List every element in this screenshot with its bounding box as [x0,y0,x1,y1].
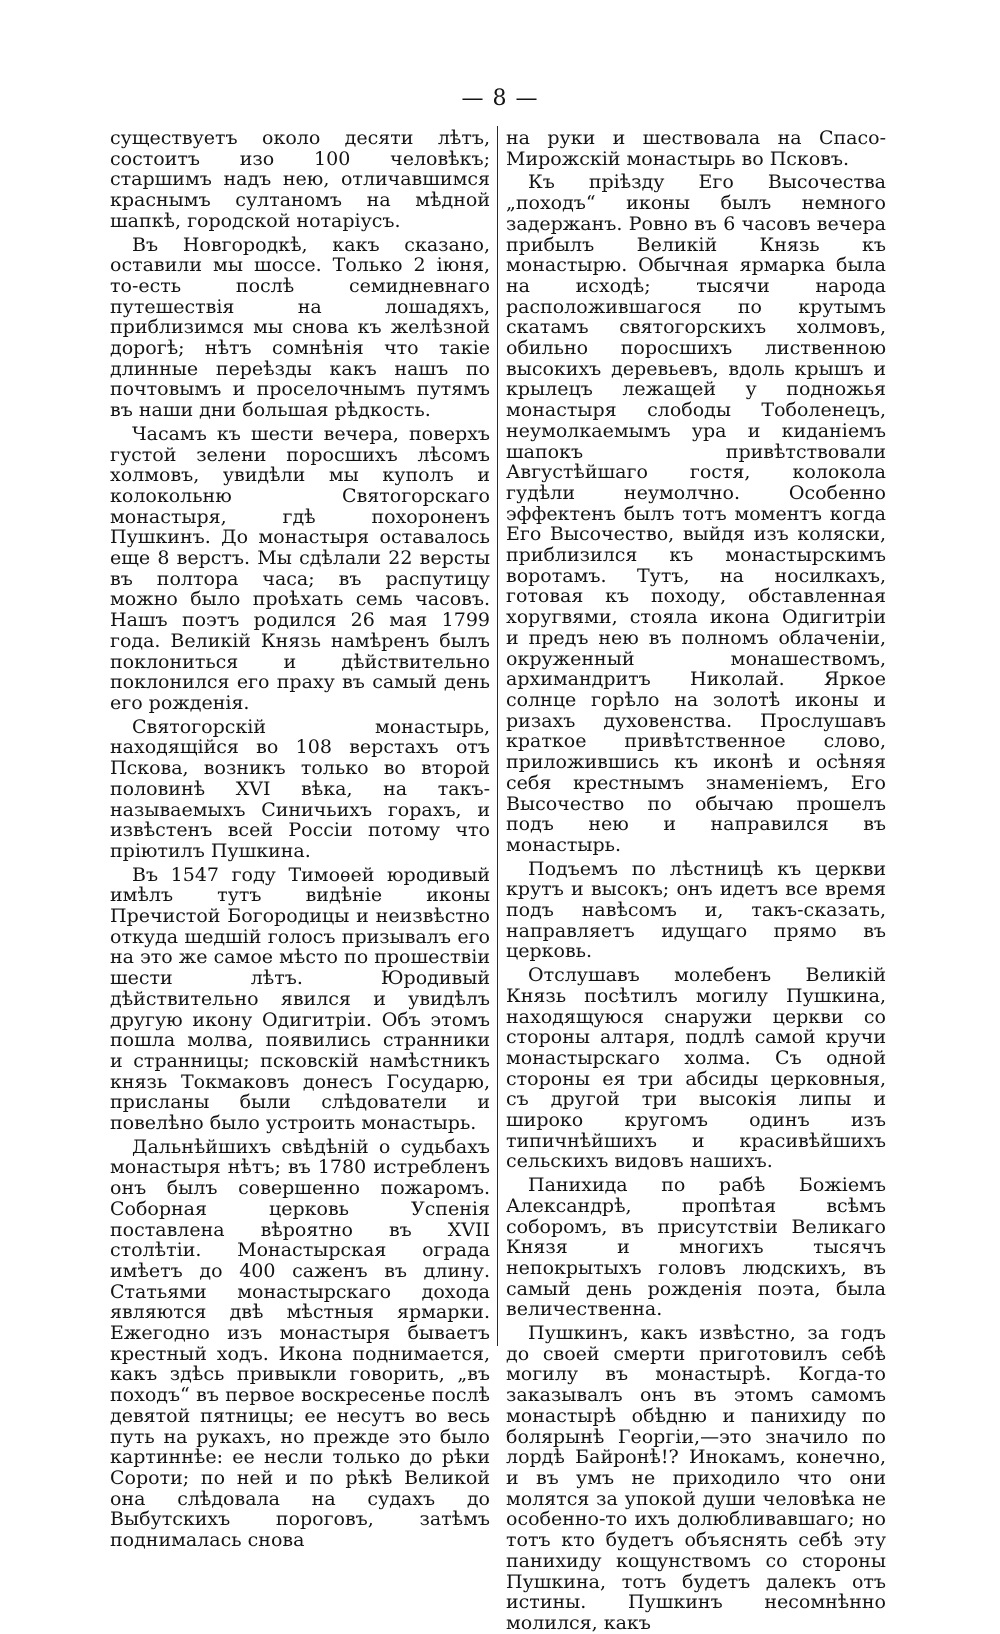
paragraph: существуетъ около десяти лѣтъ, состоитъ изо 100 человѣкъ; старшимъ надъ нею, отличавшимся краснымъ султаномъ на мѣдной шапкѣ, городской нотаріусъ. [110,127,490,232]
paragraph: Святогорскій монастырь, находящійся во 108 верстахъ отъ Пскова, возникъ только во второй половинѣ XVI вѣка, на такъ-называемыхъ Синичьихъ горахъ, и извѣстенъ всей Россіи потому что пріютилъ Пушкина. [110,715,490,862]
paragraph: Дальнѣйшихъ свѣдѣній о судьбахъ монастыря нѣтъ; въ 1780 истребленъ онъ былъ совершенно пожаромъ. Соборная церковь Успенія поставлена вѣроятно въ XVII столѣтіи. Монастырская ограда имѣетъ до 400 саженъ въ длину. Статьями монастырскаго дохода являются двѣ мѣстныя ярмарки. Ежегодно изъ монастыря бываетъ крестный ходъ. Икона поднимается, какъ здѣсь привыкли говорить, „въ походъ“ въ первое воскресенье послѣ девятой пятницы; ее несутъ во весь путь на рукахъ, но прежде это было картиннѣе: ее несли только до рѣки Сороти; по ней и по рѣкѣ Великой она слѣдовала на судахъ до Выбутскихъ пороговъ, затѣмъ поднималась снова [110,1135,490,1552]
paragraph: Пушкинъ, какъ извѣстно, за годъ до своей смерти приготовилъ себѣ могилу въ монастырѣ. Когда-то заказывалъ онъ въ этомъ самомъ монастырѣ обѣдню и панихиду по болярынѣ Георгіи,—это значило по лордѣ Байронѣ!? Инокамъ, конечно, и въ умъ не приходило что они молятся за упокой души человѣка не особенно-то ихъ долюбливавшаго; но тотъ кто будетъ объяснять себѣ эту панихиду кощунствомъ со стороны Пушкина, тотъ будетъ далекъ отъ истины. Пушкинъ несомнѣнно молился, какъ [506,1322,886,1634]
column-divider [497,126,498,1346]
paragraph: Подъемъ по лѣстницѣ къ церкви крутъ и высокъ; онъ идетъ все время подъ навѣсомъ и, такъ-сказать, направляетъ идущаго прямо въ церковь. [506,857,886,963]
left-column [110,127,490,1552]
right-column [506,127,886,1634]
paragraph: Въ 1547 году Тимоѳей юродивый имѣлъ тутъ видѣніе иконы Пречистой Богородицы и неизвѣстно откуда шедшій голосъ призывалъ его на это же самое мѣсто по прошествіи шести лѣтъ. Юродивый дѣйствительно явился и увидѣлъ другую икону Одигитріи. Объ этомъ пошла молва, появились странники и странницы; псковскій намѣстникъ князь Токмаковъ донесъ Государю, присланы были слѣдователи и повелѣно было устроить монастырь. [110,863,490,1135]
page-number: — 8 — [461,86,539,111]
paragraph: Панихида по рабѣ Божіемъ Александрѣ, пропѣтая всѣмъ соборомъ, въ присутствіи Великаго Князя и многихъ тысячъ непокрытыхъ головъ людскихъ, въ самый день рожденія поэта, была величественна. [506,1174,886,1321]
paragraph: Къ пріѣзду Его Высочества „походъ“ иконы былъ немного задержанъ. Ровно въ 6 часовъ вечера прибылъ Великій Князь къ монастырю. Обычная ярмарка была на исходѣ; тысячи народа расположившагося по крутымъ скатамъ святогорскихъ холмовъ, обильно поросшихъ лиственною высокихъ деревьевъ, вдоль крышъ и крылецъ лежащей у подножья монастыря слободы Тоболенецъ, неумолкаемымъ ура и киданіемъ шапокъ привѣтствовали Августѣйшаго гостя, колокола гудѣли неумолчно. Особенно эффектенъ былъ тотъ моментъ когда Его Высочество, выйдя изъ коляски, приблизился къ монастырскимъ воротамъ. Тутъ, на носилкахъ, готовая къ походу, обставленная хоругвями, стояла икона Одигитріи и предъ нею въ полномъ облаченіи, окруженный монашествомъ, архимандритъ Николай. Яркое солнце горѣло на золотѣ иконы и ризахъ духовенства. Прослушавъ краткое привѣтственное слово, приложившись къ иконѣ и осѣняя себя крестнымъ знаменіемъ, Его Высочество по обычаю прошелъ подъ нею и направился въ монастырь. [506,171,886,856]
paragraph: Часамъ къ шести вечера, поверхъ густой зелени поросшихъ лѣсомъ холмовъ, увидѣли мы куполъ и колокольню Святогорскаго монастыря, гдѣ похороненъ Пушкинъ. До монастыря оставалось еще 8 верстъ. Мы сдѣлали 22 версты въ полтора часа; въ распутицу можно было проѣхать семь часовъ. Нашъ поэтъ родился 26 мая 1799 года. Великій Князь намѣренъ былъ поклониться и дѣйствительно поклонился его праху въ самый день его рожденія. [110,422,490,714]
paragraph: на руки и шествовала на Спасо-Мирожскій монастырь во Псковъ. [506,127,886,170]
paragraph: Въ Новгородкѣ, какъ сказано, оставили мы шоссе. Только 2 іюня, то-есть послѣ семидневнаго путешествія на лошадяхъ, приблизимся мы снова къ желѣзной дорогѣ; нѣтъ сомнѣнія что такіе длинные переѣзды какъ нашъ по почтовымъ и проселочнымъ путямъ въ наши дни большая рѣдкость. [110,233,490,422]
paragraph: Отслушавъ молебенъ Великій Князь посѣтилъ могилу Пушкина, находящуюся снаружи церкви со стороны алтаря, подлѣ самой кручи монастырскаго холма. Съ одной стороны ея три абсиды церковныя, съ другой три высокія липы и широко кругомъ одинъ изъ типичнѣйшихъ и красивѣйшихъ сельскихъ видовъ нашихъ. [506,964,886,1173]
